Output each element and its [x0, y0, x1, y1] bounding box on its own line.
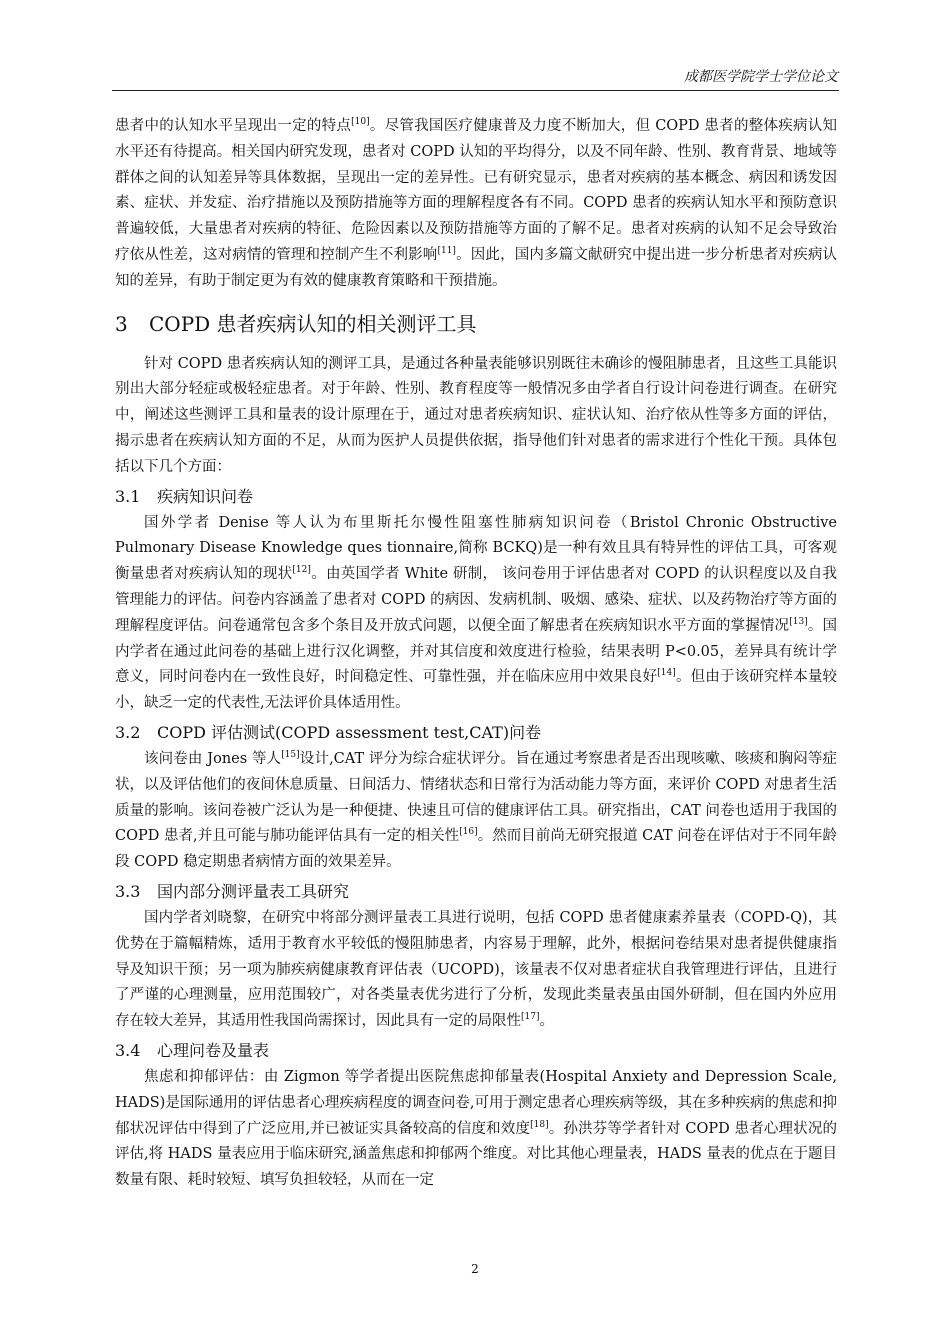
intro-text-1: 患者中的认知水平呈现出一定的特点	[115, 118, 352, 134]
section-3-3-heading	[115, 880, 837, 904]
citation: [14]	[657, 668, 676, 679]
citation: [17]	[521, 1012, 540, 1023]
section-3-4-heading	[115, 1039, 837, 1063]
section-number: 3.4	[115, 1040, 141, 1060]
section-3-3-paragraph	[115, 906, 837, 1035]
citation: [12]	[292, 565, 311, 576]
paragraph-text: 焦虑和抑郁评估：由 Zigmon 等学者提出医院焦虑抑郁量表(Hospital Anxiety and Depression Scale, HADS)是国际通用的评估患者心理疾病程度的调查问卷,可用于测定患者心理疾病等级，其在多种疾病的焦虑和抑郁状况评估中得到了广泛应用,并已被证实具备较高的信度和效度	[115, 1068, 837, 1137]
section-3-4-paragraph	[115, 1065, 837, 1194]
paragraph-text: 。由英国学者 White 研制， 该问卷用于评估患者对 COPD 的认识程度以及自我管理能力的评估。问卷内容涵盖了患者对 COPD 的病因、发病机制、吸烟、感染、症状、以及药物治疗等方面的理解程度评估。问卷通常包含多个条目及开放式问题，以便全面了解患者在疾病知识水平方面的掌握情况	[115, 566, 837, 634]
section-3-2-heading	[115, 721, 837, 745]
section-3-1-heading	[115, 485, 837, 509]
paragraph-text: 。国内学者在通过此问卷的基础上进行汉化调整，并对其信度和效度进行检验，结果表明 P<0.05，差异具有统计学意义，同时问卷内在一致性良好，时间稳定性、可靠性强，并在临床应用中效果良好	[115, 617, 838, 686]
section-number: 3.3	[115, 881, 141, 901]
paragraph-text: 该问卷由 Jones 等人	[144, 750, 282, 767]
page-content	[115, 114, 837, 1194]
citation: [18]	[530, 1119, 549, 1130]
section-title: 心理问卷及量表	[157, 1040, 270, 1060]
paragraph-text: 国内学者刘晓黎，在研究中将部分测评量表工具进行说明，包括 COPD 患者健康素养量表（COPD-Q)，其优势在于篇幅精炼，适用于教育水平较低的慢阻肺患者，内容易于理解，此外，根据问卷结果对患者提供健康指导及知识干预；另一项为肺疾病健康教育评估表（UCOPD)，该量表不仅对患者症状自我管理进行评估，且进行了严谨的心理测量，应用范围较广，对各类量表优劣进行了分析，发现此类量表虽由国外研制，但在国内外应用存在较大差异，其适用性我国尚需探讨，因此具有一定的局限性	[115, 909, 837, 1030]
section-title: 疾病知识问卷	[157, 486, 254, 506]
section-number: 3.2	[115, 722, 141, 742]
section-3-2-paragraph	[115, 747, 837, 876]
intro-text-3: 。因此，国内多篇文献研究中提出进一步分析患者对疾病认知的差异，有助于制定更为有效的健康教育策略和干预措施。	[115, 246, 838, 289]
section-title: COPD 患者疾病认知的相关测评工具	[149, 311, 477, 336]
paragraph-text: 。然而目前尚无研究报道 CAT 问卷在评估对于不同年龄段 COPD 稳定期患者病情方面的效果差异。	[115, 828, 837, 871]
page-number: 2	[471, 1262, 479, 1276]
section-title: COPD 评估测试(COPD assessment test,CAT)问卷	[157, 722, 542, 742]
paragraph-text: 国外学者 Denise 等人认为布里斯托尔慢性阻塞性肺病知识问卷（Bristol Chronic Obstructive Pulmonary Disease Knowledge ques tionnaire,简称 BCKQ)是一种有效且具有特异性的评估工具，可客观衡量患者对疾病认知的现状	[115, 514, 837, 583]
running-header: 成都医学院学士学位论文	[684, 69, 838, 85]
section-number: 3	[115, 311, 128, 336]
section-number: 3.1	[115, 486, 141, 506]
paragraph-text: 。孙洪芬等学者针对 COPD 患者心理状况的评估,将 HADS 量表应用于临床研究,涵盖焦虑和抑郁两个维度。对比其他心理量表，HADS 量表的优点在于题目数量有限、耗时较短、填写负担较轻，从而在一定	[115, 1120, 837, 1189]
citation: [11]	[437, 246, 456, 257]
paragraph-text: 设计,CAT 评分为综合症状评分。旨在通过考察患者是否出现咳嗽、咳痰和胸闷等症状，以及评估他们的夜间休息质量、日间活力、情绪状态和日常行为活动能力等方面，来评价 COPD 对患者生活质量的影响。该问卷被广泛认为是一种便捷、快速且可信的健康评估工具。研究指出，CAT 问卷也适用于我国的 COPD 患者,并且可能与肺功能评估具有一定的相关性	[115, 750, 837, 845]
citation: [16]	[459, 827, 478, 838]
intro-paragraph	[115, 114, 837, 295]
section-title: 国内部分测评量表工具研究	[157, 881, 350, 901]
intro-text-2: 。尽管我国医疗健康普及力度不断加大，但 COPD 患者的整体疾病认知水平还有待提高。相关国内研究发现，患者对 COPD 认知的平均得分，以及不同年龄、性别、教育背景、地域等群体之间的认知差异等具体数据，呈现出一定的差异性。已有研究显示，患者对疾病的基本概念、病因和诱发因素、症状、并发症、治疗措施以及预防措施等方面的理解程度各有不同。COPD 患者的疾病认知水平和预防意识普遍较低，大量患者对疾病的特征、危险因素以及预防措施等方面的了解不足。患者对疾病的认知不足会导致治疗依从性差，这对病情的管理和控制产生不利影响	[115, 118, 837, 263]
header-rule	[112, 90, 839, 91]
citation: [15]	[281, 750, 300, 761]
paragraph-text: 。但由于该研究样本量较小，缺乏一定的代表性,无法评价具体适用性。	[115, 669, 838, 712]
section-3-heading	[115, 309, 837, 339]
citation: [13]	[789, 616, 808, 627]
section-3-paragraph: 针对 COPD 患者疾病认知的测评工具，是通过各种量表能够识别既往未确诊的慢阻肺患者，且这些工具能识别出大部分轻症或极轻症患者。对于年龄、性别、教育程度等一般情况多由学者自行设计问卷进行调查。在研究中，阐述这些测评工具和量表的设计原理在于，通过对患者疾病知识、症状认知、治疗依从性等多方面的评估，揭示患者在疾病认知方面的不足，从而为医护人员提供依据，指导他们针对患者的需求进行个性化干预。具体包括以下几个方面：	[115, 355, 837, 475]
paragraph-text: 。	[539, 1013, 554, 1030]
section-3-1-paragraph	[115, 511, 837, 717]
citation: [10]	[351, 117, 370, 128]
